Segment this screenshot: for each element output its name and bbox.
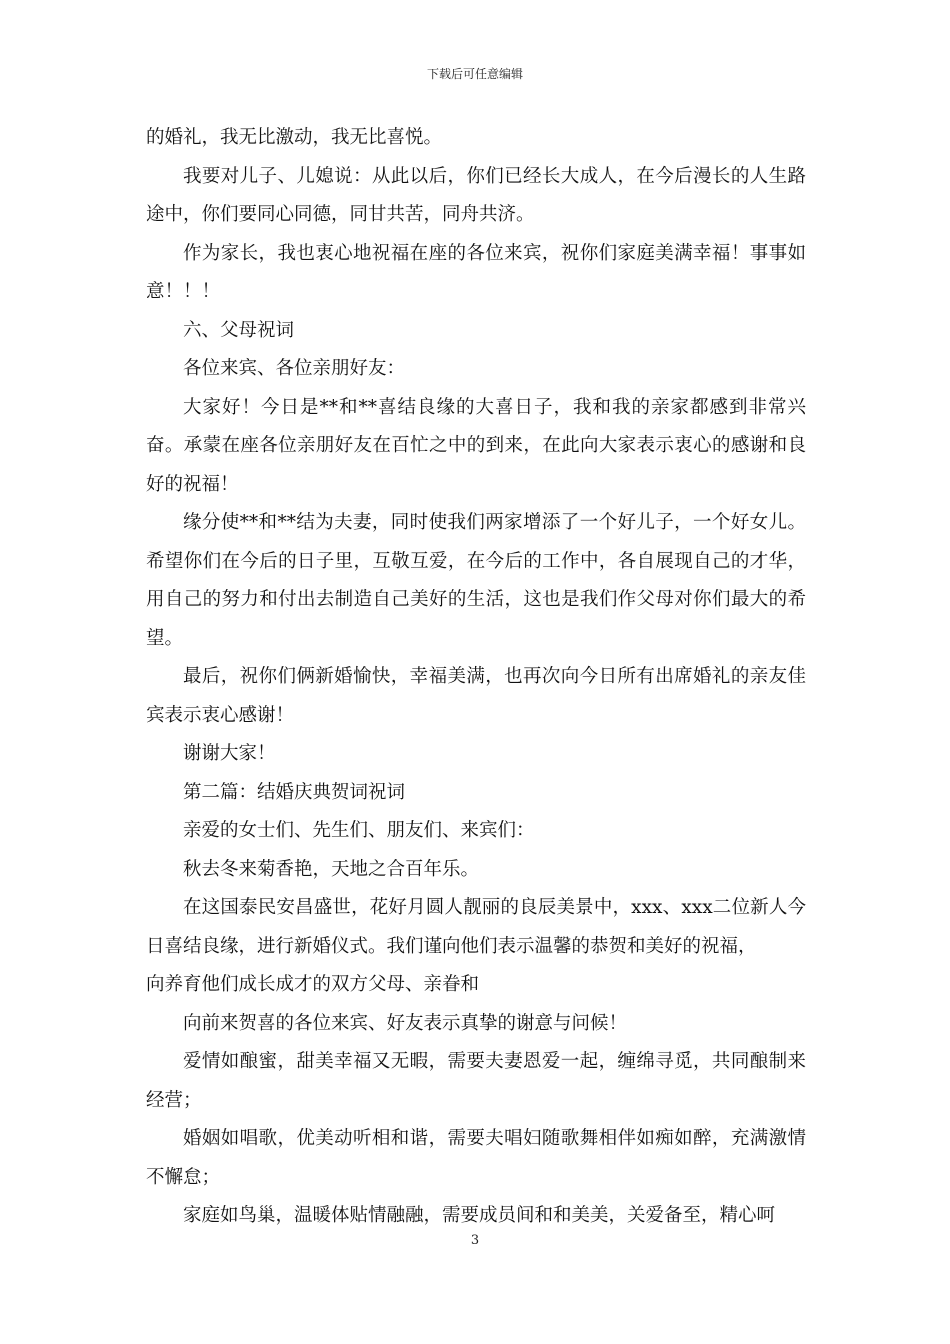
paragraph: 婚姻如唱歌，优美动听相和谐，需要夫唱妇随歌舞相伴如痴如醉，充满激情不懈怠； <box>146 1128 806 1188</box>
paragraph: 作为家长，我也衷心地祝福在座的各位来宾，祝你们家庭美满幸福！事事如意！！！ <box>146 242 806 302</box>
salutation: 各位来宾、各位亲朋好友： <box>183 358 406 379</box>
salutation: 亲爱的女士们、先生们、朋友们、来宾们： <box>183 820 535 841</box>
section-heading: 六、父母祝词 <box>183 319 295 341</box>
paragraph: 向养育他们成长成才的双方父母、亲眷和 <box>146 974 480 995</box>
section-heading: 第二篇：结婚庆典贺词祝词 <box>183 781 406 803</box>
paragraph: 大家好！今日是**和**喜结良缘的大喜日子，我和我的亲家都感到非常兴奋。承蒙在座各位亲朋好友在百忙之中的到来，在此向大家表示衷心的感谢和良好的祝福！ <box>146 396 806 495</box>
paragraph: 爱情如酿蜜，甜美幸福又无暇，需要夫妻恩爱一起，缠绵寻觅，共同酿制来经营； <box>146 1051 806 1111</box>
paragraph: 在这国泰民安昌盛世，花好月圆人靓丽的良辰美景中，xxx、xxx二位新人今日喜结良缘，进行新婚仪式。我们谨向他们表示温馨的恭贺和美好的祝福， <box>146 897 806 957</box>
paragraph: 家庭如鸟巢，温暖体贴情融融，需要成员间和和美美，关爱备至，精心呵 <box>183 1205 776 1226</box>
paragraph: 秋去冬来菊香艳，天地之合百年乐。 <box>183 858 480 880</box>
paragraph: 我要对儿子、儿媳说：从此以后，你们已经长大成人，在今后漫长的人生路途中，你们要同心同德，同甘共苦，同舟共济。 <box>146 165 806 225</box>
paragraph: 的婚礼，我无比激动，我无比喜悦。 <box>146 127 443 148</box>
document-body <box>146 119 806 1236</box>
page-header: 下载后可任意编辑 <box>426 67 523 81</box>
paragraph: 谢谢大家！ <box>183 743 276 764</box>
page-number: 3 <box>470 1233 480 1248</box>
paragraph: 向前来贺喜的各位来宾、好友表示真挚的谢意与问候！ <box>183 1012 628 1034</box>
paragraph: 最后，祝你们俩新婚愉快，幸福美满，也再次向今日所有出席婚礼的亲友佳宾表示衷心感谢！ <box>146 666 806 726</box>
paragraph: 缘分使**和**结为夫妻，同时使我们两家增添了一个好儿子，一个好女儿。希望你们在今后的日子里，互敬互爱，在今后的工作中，各自展现自己的才华，用自己的努力和付出去制造自己美好的生活，这也是我们作父母对你们最大的希望。 <box>146 512 806 649</box>
